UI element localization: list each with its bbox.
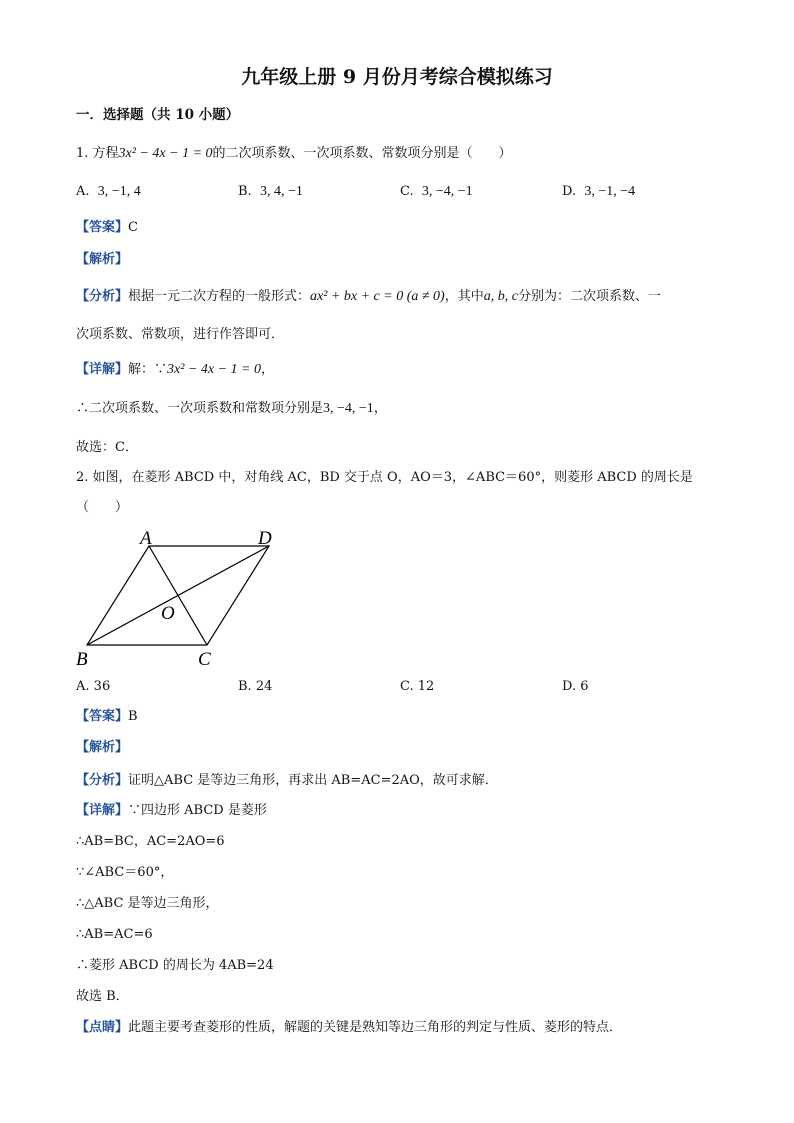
fenxi-text: 根据一元二次方程的一般形式： [128, 289, 311, 304]
option-letter: D. [562, 679, 577, 694]
option-letter: B. [238, 679, 252, 694]
q1-answer [76, 220, 138, 236]
q2-xiangjie [76, 803, 267, 819]
section-heading: 一．选择题（共 10 小题） [76, 107, 240, 123]
fenxi-text: 分别为：二次项系数、一 [517, 289, 661, 304]
label-a: A [140, 528, 152, 549]
q1-option-a [76, 184, 141, 201]
rhombus-figure [70, 526, 290, 672]
answer-value: B [128, 709, 138, 724]
q1-therefore [76, 401, 387, 418]
q2-option-a [76, 679, 110, 695]
q2-option-c [400, 679, 434, 695]
fenxi-tag: 【分析】 [76, 773, 129, 788]
q2-fenxi [76, 773, 498, 789]
q1-conclusion: 故选：C． [76, 440, 138, 455]
option-letter: D. [562, 184, 577, 199]
xiangjie-formula: 3x² − 4x − 1 = 0 [167, 362, 261, 377]
q1-equation: 3x² − 4x − 1 = 0 [118, 146, 213, 161]
q2-analysis-tag: 【解析】 [76, 740, 129, 755]
option-letter: A. [76, 679, 90, 694]
option-value: 3, 4, −1 [259, 184, 303, 199]
xiangjie-text: 解：∵ [128, 362, 168, 377]
solution-step: ∴△ABC 是等边三角形， [76, 896, 219, 911]
therefore-text: ∴二次项系数、一次项系数和常数项分别是 [76, 401, 324, 416]
q2-option-b [238, 679, 272, 695]
q2-stem-line1: 2. 如图，在菱形 ABCD 中，对角线 AC，BD 交于点 O，AO＝3，∠ABC＝60°，则菱形 ABCD 的周长是 [76, 470, 693, 485]
dianjing-tag: 【点睛】 [76, 1020, 129, 1035]
solution-step: ∴AB=AC=6 [76, 927, 153, 942]
solution-step: ∴菱形 ABCD 的周长为 4AB=24 [76, 958, 274, 973]
q1-option-d [562, 184, 635, 201]
option-value: 3, −1, −4 [584, 184, 636, 199]
diagonal-bd [87, 546, 269, 645]
xiangjie-tag: 【详解】 [76, 803, 129, 818]
answer-value: C [128, 220, 138, 235]
label-c: C [198, 649, 211, 670]
option-value: 3, −1, 4 [97, 184, 141, 199]
q1-fenxi-line2: 次项系数、常数项，进行作答即可． [76, 327, 285, 342]
q1-stem-suffix: 的二次项系数、一次项系数、常数项分别是（ ） [212, 146, 512, 161]
q1-xiangjie [76, 362, 274, 379]
solution-step: ∵∠ABC＝60°， [76, 865, 174, 880]
q1-analysis-tag: 【解析】 [76, 252, 129, 267]
solution-step: ∵四边形 ABCD 是菱形 [128, 803, 267, 818]
label-b: B [76, 649, 88, 670]
fenxi-formula: ax² + bx + c = 0 (a ≠ 0) [310, 289, 445, 304]
q2-dianjing [76, 1020, 622, 1036]
option-value: 36 [93, 679, 111, 694]
option-value: 12 [417, 679, 435, 694]
q2-conclusion: 故选 B． [76, 989, 129, 1004]
therefore-end: ， [373, 401, 387, 416]
q2-option-d [562, 679, 589, 695]
xiangjie-end: ， [261, 362, 275, 377]
option-value: 3, −4, −1 [421, 184, 473, 199]
fenxi-text: 证明△ABC 是等边三角形，再求出 AB=AC=2AO，故可求解． [128, 773, 498, 788]
fenxi-tag: 【分析】 [76, 289, 129, 304]
label-d: D [258, 528, 272, 549]
answer-tag: 【答案】 [76, 709, 129, 724]
option-value: 6 [580, 679, 589, 694]
xiangjie-tag: 【详解】 [76, 362, 129, 377]
therefore-values: 3, −4, −1 [323, 401, 374, 416]
q1-option-b [238, 184, 303, 201]
q1-option-c [400, 184, 473, 201]
q1-stem-prefix: 1. 方程 [76, 146, 119, 161]
dianjing-text: 此题主要考查菱形的性质，解题的关键是熟知等边三角形的判定与性质、菱形的特点． [128, 1020, 623, 1035]
solution-step: ∴AB=BC，AC=2AO=6 [76, 834, 225, 849]
q2-answer [76, 709, 138, 725]
fenxi-text: ，其中 [444, 289, 484, 304]
page-title: 九年级上册 9 月份月考综合模拟练习 [241, 66, 553, 88]
option-letter: C. [400, 184, 414, 199]
q2-stem-line2: （ ） [76, 500, 129, 515]
q1-fenxi [76, 289, 661, 306]
option-letter: C. [400, 679, 414, 694]
q1-stem [76, 146, 512, 163]
option-letter: B. [238, 184, 252, 199]
fenxi-abc: a, b, c [483, 289, 518, 304]
answer-tag: 【答案】 [76, 220, 129, 235]
option-letter: A. [76, 184, 90, 199]
label-o: O [161, 603, 175, 624]
option-value: 24 [255, 679, 273, 694]
